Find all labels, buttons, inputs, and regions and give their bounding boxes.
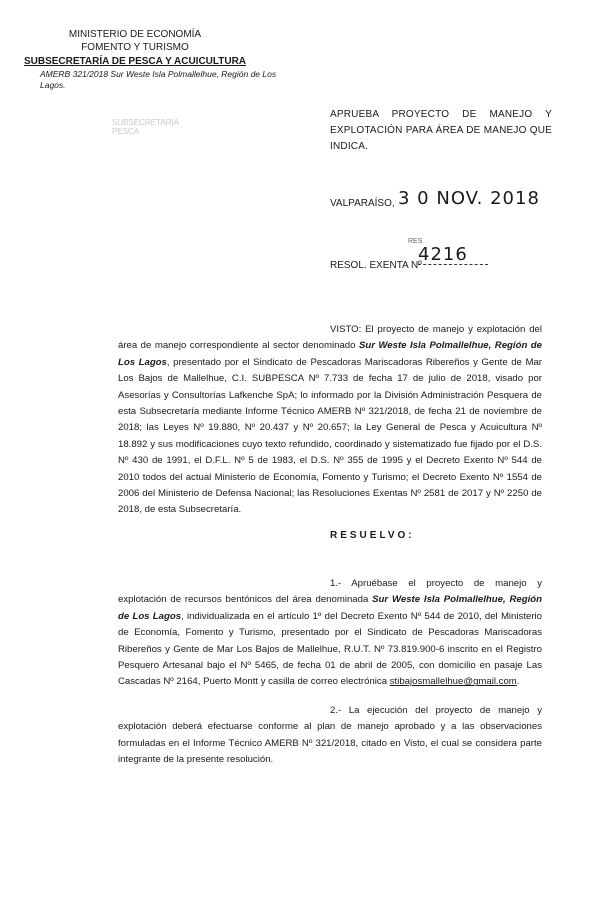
article-1-text: , individualizada en el artículo 1º del Decreto Exento Nº 544 de 2010, del Ministerio de Economía, Fomento y Turismo, presentado por el Sindicato de Pescadoras Mariscadoras Ribereños y Gente de Mar Los Bajos de Mallelhue, R.U.T. Nº 73.819.900-6 inscrito en el Registro Pesquero Artesanal bajo el Nº 5465, de fecha 01 de abril de 2005, con domicilio en pasaje Las Cascadas Nº 2164, Puerto Montt y casilla de correo electrónica <box>118 610 542 688</box>
visto-text-1: El proyecto de manejo y explotación del área de manejo correspondiente al sector denominado <box>118 324 542 352</box>
resolution-mark: RES <box>408 238 423 245</box>
faded-stamp <box>112 118 192 152</box>
ministry-subtitle: FOMENTO Y TURISMO <box>81 42 189 53</box>
resolution-underline <box>418 264 488 265</box>
resolution-number: 4216 <box>418 244 468 265</box>
visto-text-2: , presentado por el Sindicato de Pescadoras Mariscadoras Ribereños y Gente de Mar Los Bajos de Mallelhue, C.I. SUBPESCA Nº 7.733 de fecha 17 de julio de 2018, visado por Asesorías y Consultorías Lafkenche SpA; lo informado por la División Administración Pesquera de esta Subsecretaría mediante Informe Técnico AMERB Nº 321/2018, de fecha 21 de noviembre de 2018; las Leyes Nº 19.880, Nº 20.437 y Nº 20.657; la Ley General de Pesca y Acuicultura Nº 18.892 y sus modificaciones cuyo texto refundido, coordinado y sistematizado fue fijado por el D.S. Nº 430 de 1991, el D.F.L. Nº 5 de 1983, el D.S. Nº 355 de 1995 y el Decreto Exento Nº 544 de 2010 todos del actual Ministerio de Economía, Fomento y Turismo; el Decreto Exento Nº 1554 de 2006 del Ministerio de Defensa Nacional; las Resoluciones Exentas Nº 2581 de 2017 y Nº 2250 de 2018, de esta Subsecretaría. <box>118 356 542 516</box>
email-link[interactable]: stibajosmallelhue@gmail.com <box>389 676 517 688</box>
ministry-name: MINISTERIO DE ECONOMÍA <box>68 29 202 40</box>
stamp-line-1: SUBSECRETARÍA <box>112 118 179 127</box>
visto-area-name: Sur Weste Isla Polmallelhue, Región de Los Lagos <box>118 340 542 368</box>
undersecretariat-name: SUBSECRETARÍA DE PESCA Y ACUICULTURA <box>23 56 247 67</box>
visto-paragraph <box>118 322 542 519</box>
place: VALPARAÍSO, <box>330 198 395 209</box>
article-1-lead: 1.- Apruébase el proyecto de manejo y explotación de recursos bentónicos del área denominada <box>118 578 542 606</box>
article-1-end: . <box>516 676 520 688</box>
article-1-area-name: Sur Weste Isla Polmallelhue, Región de Los Lagos <box>118 594 542 622</box>
resuelvo-heading: RESUELVO: <box>330 530 415 541</box>
article-2-paragraph: 2.- La ejecución del proyecto de manejo y explotación deberá efectuarse conforme al plan de manejo aprobado y a las observaciones formuladas en el Informe Técnico AMERB Nº 321/2018, citado en Visto, el cual se considera parte integrante de la presente resolución. <box>118 705 542 766</box>
file-reference: AMERB 321/2018 Sur Weste Isla Polmallelhue, Región de Los Lagos. <box>40 69 277 90</box>
resolution-label: RESOL. EXENTA Nº <box>330 260 422 271</box>
stamp-line-2: PESCA <box>112 127 140 136</box>
resolution-subject: APRUEBA PROYECTO DE MANEJO Y EXPLOTACIÓN PARA ÁREA DE MANEJO QUE INDICA. <box>330 109 552 152</box>
visto-lead: VISTO: <box>330 324 362 335</box>
article-1-paragraph <box>118 576 542 691</box>
date-stamp: 3 0 NOV. 2018 <box>398 188 540 209</box>
